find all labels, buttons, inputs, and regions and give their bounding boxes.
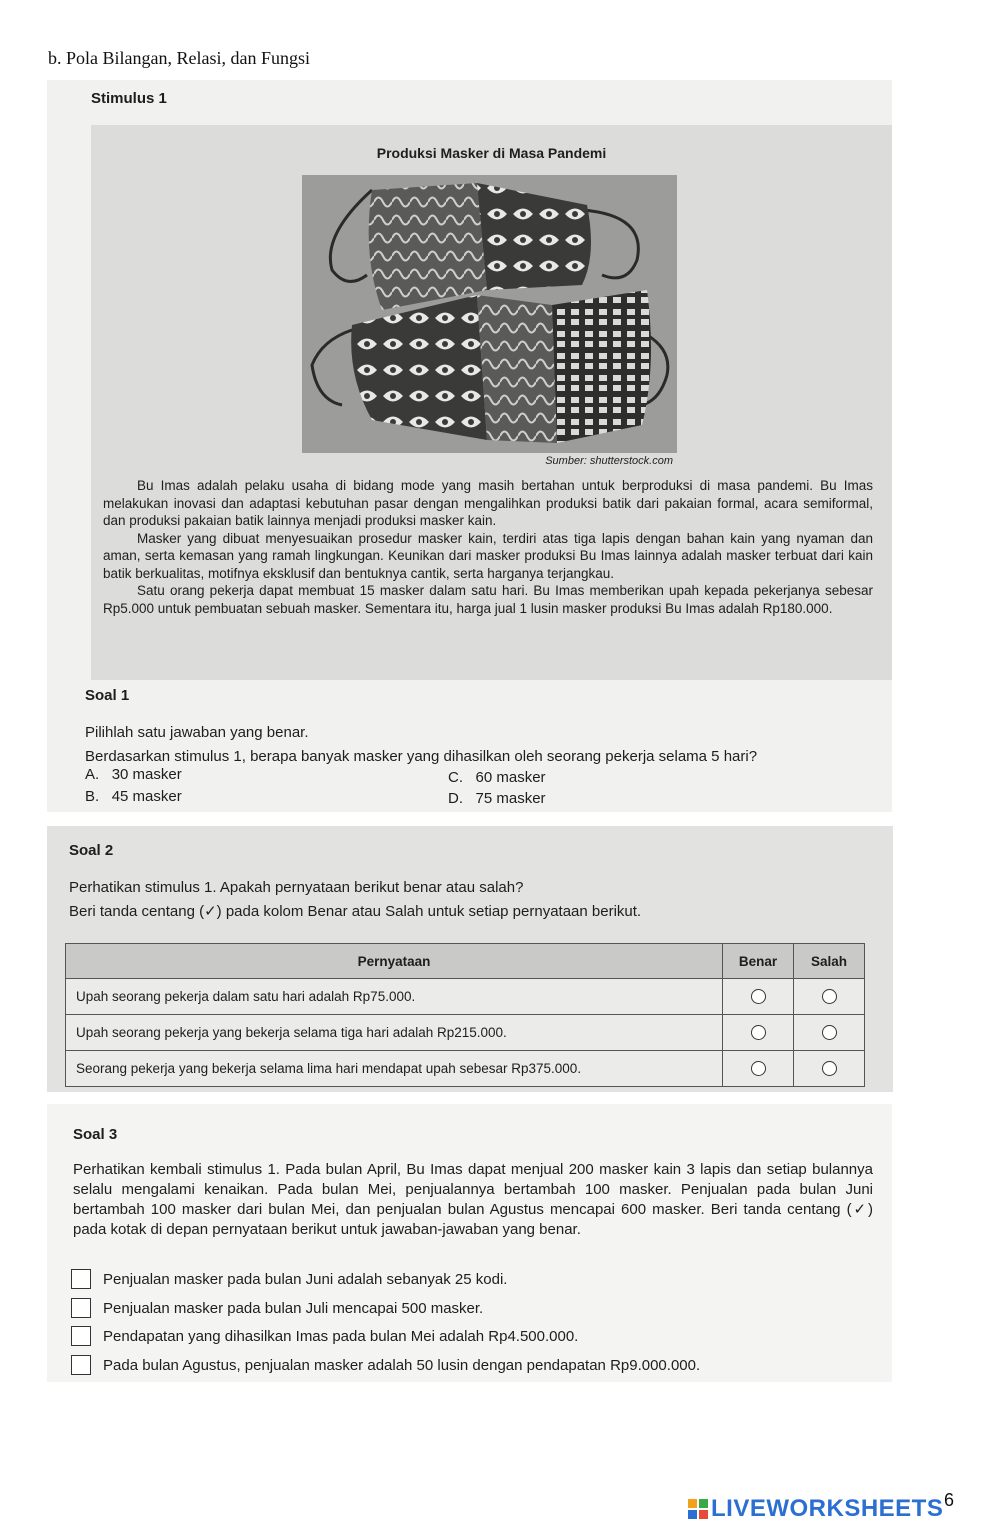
option-letter: D. — [448, 790, 463, 807]
option-d[interactable] — [448, 790, 546, 807]
benar-radio[interactable] — [751, 989, 766, 1004]
soal1-label: Soal 1 — [85, 687, 130, 704]
salah-radio[interactable] — [822, 1061, 837, 1076]
stimulus-paragraph: Masker yang dibuat menyesuaikan prosedur masker kain, terdiri atas tiga lapis dengan bahan kain yang nyaman dan aman, serta kemasan yang ramah lingkungan. Keunikan dari masker produksi Bu Imas lainnya adalah masker terbuat dari kain batik berkualitas, motifnya eksklusif dan bentuknya cantik, serta harganya terjangkau. — [103, 530, 873, 581]
soal1-question: Berdasarkan stimulus 1, berapa banyak masker yang dihasilkan oleh seorang pekerja selama 5 hari? — [85, 748, 758, 765]
option-text: 75 masker — [475, 790, 546, 807]
checklist-item — [71, 1325, 578, 1347]
table-header-row — [66, 944, 865, 979]
option-text: 60 masker — [475, 769, 546, 786]
statement-cell: Upah seorang pekerja dalam satu hari adalah Rp75.000. — [66, 979, 723, 1015]
batik-masks-illustration — [302, 175, 677, 453]
logo-text: LIVEWORKSHEETS — [711, 1495, 944, 1522]
salah-radio[interactable] — [822, 989, 837, 1004]
header-statement: Pernyataan — [66, 944, 723, 979]
stimulus-paragraph: Satu orang pekerja dapat membuat 15 masker dalam satu hari. Bu Imas memberikan upah kepada pekerjanya sebesar Rp5.000 untuk pembuatan sebuah masker. Sementara itu, harga jual 1 lusin masker produksi Bu Imas adalah Rp180.000. — [103, 583, 873, 616]
salah-cell — [794, 1015, 865, 1051]
logo-square — [699, 1510, 708, 1519]
salah-radio[interactable] — [822, 1025, 837, 1040]
checkbox[interactable] — [71, 1269, 91, 1289]
benar-cell — [723, 1051, 794, 1087]
benar-radio[interactable] — [751, 1061, 766, 1076]
stimulus-paragraph: Bu Imas adalah pelaku usaha di bidang mode yang masih bertahan untuk berproduksi di masa pandemi. Bu Imas melakukan inovasi dan adaptasi kebutuhan pasar dengan mengalihkan produksi batik dari pakaian formal, acara semiformal, dan produksi pakaian batik lainnya menjadi produksi masker kain. — [103, 478, 873, 528]
liveworksheets-logo[interactable] — [688, 1495, 943, 1523]
soal3-block — [47, 1104, 892, 1382]
image-source: Sumber: shutterstock.com — [545, 455, 673, 467]
table-row — [66, 1015, 865, 1051]
header-benar: Benar — [723, 944, 794, 979]
checklist-item — [71, 1268, 507, 1290]
checkbox[interactable] — [71, 1298, 91, 1318]
table-row — [66, 979, 865, 1015]
stimulus-title: Produksi Masker di Masa Pandemi — [376, 145, 607, 161]
statement-cell: Seorang pekerja yang bekerja selama lima hari mendapat upah sebesar Rp375.000. — [66, 1051, 723, 1087]
checklist-item — [71, 1354, 700, 1376]
option-letter: C. — [448, 769, 463, 786]
checklist-text: Pendapatan yang dihasilkan Imas pada bulan Mei adalah Rp4.500.000. — [103, 1327, 579, 1345]
checkbox[interactable] — [71, 1355, 91, 1375]
statement-cell: Upah seorang pekerja yang bekerja selama tiga hari adalah Rp215.000. — [66, 1015, 723, 1051]
soal3-label: Soal 3 — [73, 1126, 118, 1143]
option-text: 45 masker — [111, 788, 182, 805]
logo-square — [688, 1510, 697, 1519]
option-letter: A. — [85, 766, 100, 783]
batik-masks-photo — [302, 175, 677, 453]
table-row — [66, 1051, 865, 1087]
soal1-instruction: Pilihlah satu jawaban yang benar. — [85, 724, 309, 741]
salah-cell — [794, 1051, 865, 1087]
checklist-item — [71, 1297, 483, 1319]
logo-grid-icon — [688, 1499, 708, 1519]
checklist-text: Penjualan masker pada bulan Juli mencapai 500 masker. — [103, 1299, 484, 1317]
logo-square — [688, 1499, 697, 1508]
soal2-instruction: Perhatikan stimulus 1. Apakah pernyataan berikut benar atau salah? — [69, 879, 524, 896]
option-text: 30 masker — [111, 766, 182, 783]
soal2-instruction: Beri tanda centang (✓) pada kolom Benar atau Salah untuk setiap pernyataan berikut. — [69, 903, 642, 920]
benar-cell — [723, 979, 794, 1015]
page-number: 6 — [944, 1490, 955, 1510]
stimulus-soal1-block — [47, 80, 892, 812]
soal2-block — [47, 826, 893, 1092]
option-c[interactable] — [448, 769, 546, 786]
header-salah: Salah — [794, 944, 865, 979]
checkbox[interactable] — [71, 1326, 91, 1346]
stimulus-text — [103, 477, 873, 617]
benar-radio[interactable] — [751, 1025, 766, 1040]
checklist-text: Pada bulan Agustus, penjualan masker adalah 50 lusin dengan pendapatan Rp9.000.000. — [103, 1356, 701, 1374]
stimulus-box — [91, 125, 892, 680]
benar-cell — [723, 1015, 794, 1051]
stimulus-label: Stimulus 1 — [91, 90, 167, 107]
section-title: b. Pola Bilangan, Relasi, dan Fungsi — [48, 48, 310, 68]
soal2-label: Soal 2 — [69, 842, 114, 859]
true-false-table — [65, 943, 865, 1087]
salah-cell — [794, 979, 865, 1015]
option-b[interactable] — [85, 788, 182, 805]
option-letter: B. — [85, 788, 100, 805]
option-a[interactable] — [85, 766, 182, 783]
logo-square — [699, 1499, 708, 1508]
soal3-text: Perhatikan kembali stimulus 1. Pada bulan April, Bu Imas dapat menjual 200 masker kain 3 lapis dan setiap bulannya selalu mengalami kenaikan. Pada bulan Mei, penjualannya bertambah 100 masker. Penjualan pada bulan Juni bertambah 100 masker dari bulan Mei, dan penjualan bulan Agustus mencapai 600 masker. Beri tanda centang (✓) pada kotak di depan pernyataan berikut untuk jawaban-jawaban yang benar. — [73, 1161, 873, 1238]
checklist-text: Penjualan masker pada bulan Juni adalah sebanyak 25 kodi. — [103, 1270, 508, 1288]
